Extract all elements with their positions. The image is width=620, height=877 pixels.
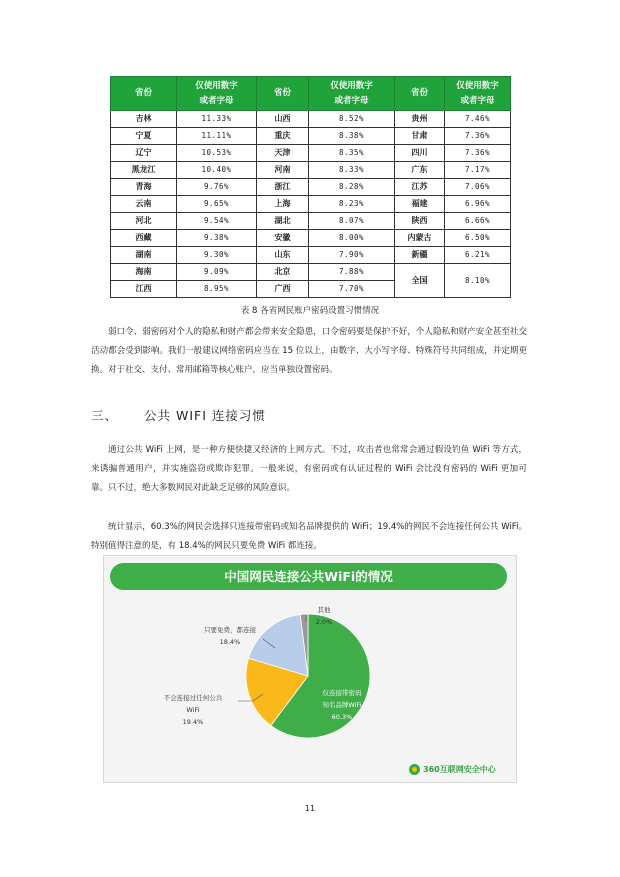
section-heading xyxy=(91,406,266,424)
table-row xyxy=(111,179,511,196)
percent-cell: 8.52% xyxy=(309,111,395,128)
percent-cell: 10.40% xyxy=(177,162,257,179)
province-cell: 海南 xyxy=(111,264,177,281)
province-cell: 湖北 xyxy=(257,213,309,230)
percent-cell: 9.09% xyxy=(177,264,257,281)
province-cell: 四川 xyxy=(395,145,445,162)
header-province: 省份 xyxy=(111,77,177,111)
percent-cell: 8.28% xyxy=(309,179,395,196)
table-row xyxy=(111,162,511,179)
percent-cell: 8.95% xyxy=(177,281,257,298)
slice-label-text: 其他 xyxy=(317,606,331,614)
province-cell: 全国 xyxy=(395,264,445,298)
table-header-row xyxy=(111,77,511,111)
percent-cell: 6.50% xyxy=(445,230,511,247)
paragraph-weak-password: 弱口令、弱密码对个人的隐私和财产都会带来安全隐患，口令密码要是保护不好，个人隐私和财产安全甚至社交活动都会受到影响。我们一般建议网络密码应当在 15 位以上，由数字、大小写字母、特殊符号共同组成，并定期更换。对于社交、支付、常用邮箱等核心账户，应当单独设置密码。 xyxy=(91,327,527,375)
slice-label-brand xyxy=(302,687,382,723)
table-row xyxy=(111,213,511,230)
paragraph-public-wifi: 通过公共 WiFi 上网，是一种方便快捷又经济的上网方式。不过，攻击者也常常会通过假设钓鱼 WiFi 等方式，来诱骗普通用户，并实施盗窃或欺诈犯罪。一般来说，有密码或有认证过程的 WiFi 会比没有密码的 WiFi 更加可靠。只不过，绝大多数网民对此缺乏足够的风险意识。 xyxy=(91,445,527,493)
province-cell: 江西 xyxy=(111,281,177,298)
province-cell: 福建 xyxy=(395,196,445,213)
province-cell: 辽宁 xyxy=(111,145,177,162)
slice-label-text: 只要免费，都连接 xyxy=(204,626,256,634)
province-cell: 北京 xyxy=(257,264,309,281)
slice-label-text: 不会连接过任何公共 WiFi xyxy=(163,694,223,714)
percent-cell: 6.21% xyxy=(445,247,511,264)
table-row xyxy=(111,111,511,128)
province-cell: 西藏 xyxy=(111,230,177,247)
percent-cell: 9.38% xyxy=(177,230,257,247)
percent-cell: 7.36% xyxy=(445,145,511,162)
logo-icon xyxy=(409,764,420,775)
province-cell: 内蒙古 xyxy=(395,230,445,247)
table-row xyxy=(111,128,511,145)
percent-cell: 9.54% xyxy=(177,213,257,230)
percent-cell: 7.36% xyxy=(445,128,511,145)
section-number: 三、 xyxy=(91,408,119,423)
header-digits-or-letters: 仅使用数字 或者字母 xyxy=(445,77,511,111)
slice-value: 19.4% xyxy=(182,718,204,726)
slice-value: 2.0% xyxy=(315,618,333,626)
table-row xyxy=(111,264,511,281)
province-cell: 广东 xyxy=(395,162,445,179)
percent-cell: 6.66% xyxy=(445,213,511,230)
percent-cell: 8.33% xyxy=(309,162,395,179)
percent-cell: 9.65% xyxy=(177,196,257,213)
province-cell: 广西 xyxy=(257,281,309,298)
percent-cell: 8.38% xyxy=(309,128,395,145)
brand-text: 360互联网安全中心 xyxy=(423,764,496,774)
province-cell: 河南 xyxy=(257,162,309,179)
province-cell: 河北 xyxy=(111,213,177,230)
percent-cell: 7.70% xyxy=(309,281,395,298)
chart-title: 中国网民连接公共WiFi的情况 xyxy=(110,563,507,590)
province-cell: 青海 xyxy=(111,179,177,196)
slice-value: 60.3% xyxy=(331,713,353,721)
percent-cell: 11.11% xyxy=(177,128,257,145)
slice-label-never xyxy=(148,692,238,728)
percent-cell: 7.88% xyxy=(309,264,395,281)
section-title: 公共 WIFI 连接习惯 xyxy=(144,408,266,423)
percent-cell: 11.33% xyxy=(177,111,257,128)
province-cell: 浙江 xyxy=(257,179,309,196)
province-cell: 山西 xyxy=(257,111,309,128)
table-caption: 表 8 各省网民账户密码设置习惯情况 xyxy=(240,306,380,316)
paragraph-statistics: 统计显示，60.3%的网民会选择只连接带密码或知名品牌提供的 WiFi；19.4%的网民不会连接任何公共 WiFi。特别值得注意的是，有 18.4%的网民只要免费 WiFi 都连接。 xyxy=(91,522,527,551)
password-table xyxy=(110,76,511,298)
percent-cell: 8.10% xyxy=(445,264,511,298)
percent-cell: 6.96% xyxy=(445,196,511,213)
header-province: 省份 xyxy=(395,77,445,111)
percent-cell: 7.06% xyxy=(445,179,511,196)
percent-cell: 7.90% xyxy=(309,247,395,264)
province-cell: 甘肃 xyxy=(395,128,445,145)
table-row xyxy=(111,247,511,264)
table-row xyxy=(111,230,511,247)
header-digits-or-letters: 仅使用数字 或者字母 xyxy=(177,77,257,111)
page-number: 11 xyxy=(304,804,316,813)
province-cell: 贵州 xyxy=(395,111,445,128)
percent-cell: 9.30% xyxy=(177,247,257,264)
province-cell: 黑龙江 xyxy=(111,162,177,179)
province-cell: 重庆 xyxy=(257,128,309,145)
slice-label-text: 仅连接带密码 知名品牌WiFi xyxy=(322,689,362,709)
province-cell: 新疆 xyxy=(395,247,445,264)
province-cell: 天津 xyxy=(257,145,309,162)
slice-value: 18.4% xyxy=(219,638,241,646)
percent-cell: 10.53% xyxy=(177,145,257,162)
province-cell: 山东 xyxy=(257,247,309,264)
province-cell: 云南 xyxy=(111,196,177,213)
header-province: 省份 xyxy=(257,77,309,111)
slice-label-other xyxy=(304,604,344,628)
province-cell: 吉林 xyxy=(111,111,177,128)
province-cell: 江苏 xyxy=(395,179,445,196)
percent-cell: 8.23% xyxy=(309,196,395,213)
province-cell: 陕西 xyxy=(395,213,445,230)
header-digits-or-letters: 仅使用数字 或者字母 xyxy=(309,77,395,111)
province-cell: 安徽 xyxy=(257,230,309,247)
percent-cell: 7.46% xyxy=(445,111,511,128)
table-row xyxy=(111,145,511,162)
percent-cell: 9.76% xyxy=(177,179,257,196)
percent-cell: 8.00% xyxy=(309,230,395,247)
slice-label-free xyxy=(190,624,270,648)
percent-cell: 7.17% xyxy=(445,162,511,179)
percent-cell: 8.07% xyxy=(309,213,395,230)
province-cell: 上海 xyxy=(257,196,309,213)
brand-logo xyxy=(409,762,496,776)
percent-cell: 8.35% xyxy=(309,145,395,162)
province-cell: 湖南 xyxy=(111,247,177,264)
province-cell: 宁夏 xyxy=(111,128,177,145)
table-row xyxy=(111,196,511,213)
